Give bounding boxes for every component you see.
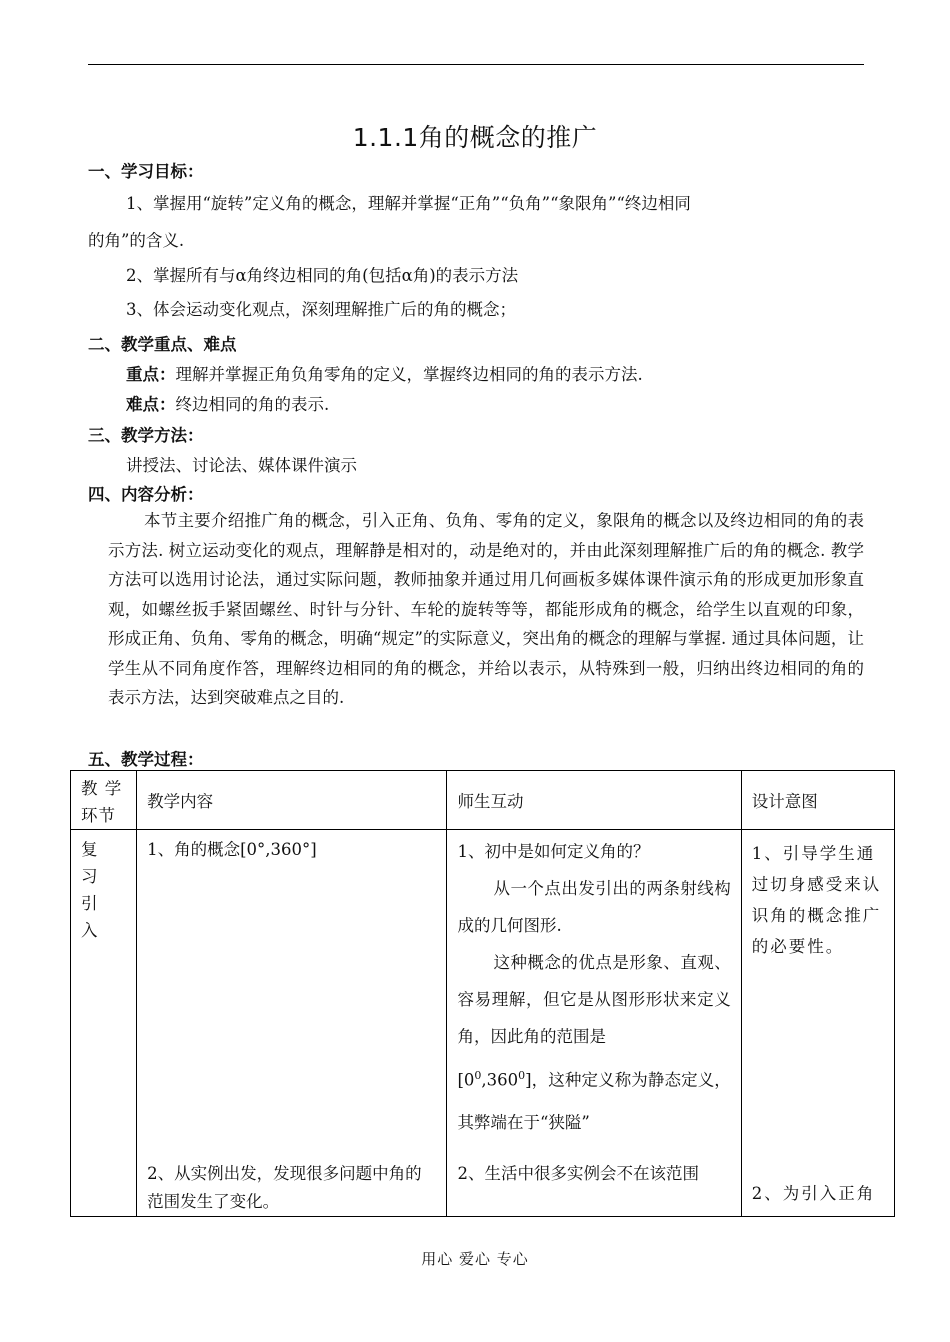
objective-item-2: 2、掌握所有与α角终边相同的角(包括α角)的表示方法 bbox=[126, 266, 519, 285]
content-item-2: 2、从实例出发，发现很多问题中角的范围发生了变化。 bbox=[147, 1164, 422, 1211]
section-heading-methods: 三、教学方法： bbox=[88, 426, 204, 445]
interaction-body bbox=[447, 830, 740, 1144]
section-heading-analysis: 四、内容分析： bbox=[88, 485, 204, 504]
page-footer: 用心 爱心 专心 bbox=[421, 1250, 529, 1268]
objective-item-1: 1、掌握用“旋转”定义角的概念，理解并掌握“正角”“负角”“象限角”“终边相同 bbox=[126, 194, 691, 213]
objective-item-3: 3、体会运动变化观点，深刻理解推广后的角的概念； bbox=[126, 300, 516, 319]
header-stage: 教 学 环节 bbox=[71, 771, 137, 830]
section-heading-process: 五、教学过程： bbox=[88, 750, 204, 769]
difficulty-label: 难点： bbox=[126, 395, 176, 414]
page-title: 1.1.1角的概念的推广 bbox=[352, 123, 598, 152]
header-content: 教学内容 bbox=[137, 771, 447, 830]
teaching-process-table bbox=[70, 770, 895, 1217]
difficulty-text: 终边相同的角的表示. bbox=[175, 395, 330, 414]
interaction-advantage: 这种概念的优点是形象、直观、容易理解，但它是从图形形状来定义角，因此角的范围是 bbox=[457, 953, 731, 1046]
intent-item-2: 2、为引入正角 bbox=[751, 1184, 876, 1203]
key-point-label: 重点： bbox=[126, 365, 176, 384]
intent-item-1: 1、引导学生通过切身感受来认识角的概念推广的必要性。 bbox=[751, 844, 882, 956]
analysis-paragraph bbox=[108, 506, 864, 713]
difficulty-line bbox=[126, 391, 329, 415]
interaction-cell bbox=[447, 830, 741, 1217]
header-interaction: 师生互动 bbox=[447, 771, 741, 830]
interaction-range: $[0^0,360^0]$，这种定义称为静态定义，其弊端在于“狭隘” bbox=[457, 1069, 731, 1132]
interaction-definition: 从一个点出发引出的两条射线构成的几何图形. bbox=[457, 879, 731, 935]
interaction-item-2: 2、生活中很多实例会不在该范围 bbox=[457, 1164, 699, 1183]
objective-item-1-cont: 的角”的含义. bbox=[88, 231, 185, 250]
analysis-text: 本节主要介绍推广角的概念，引入正角、负角、零角的定义，象限角的概念以及终边相同的角的表示方法. 树立运动变化的观点，理解静是相对的，动是绝对的，并由此深刻理解推广后的角的概念. 教学方法可以选用讨论法，通过实际问题，教师抽象并通过用几何画板多媒体课件演示角的形成更加形象直观，如螺丝扳手紧固螺丝、时针与分针、车轮的旋转等等，都能形成角的概念，给学生以直观的印象，形成正角、负角、零角的概念，明确“规定”的实际意义，突出角的概念的理解与掌握. 通过具体问题，让学生从不同角度作答，理解终边相同的角的概念，并给以表示，从特殊到一般，归纳出终边相同的角的表示方法，达到突破难点之目的. bbox=[108, 511, 864, 707]
section-heading-objectives: 一、学习目标： bbox=[88, 162, 204, 181]
key-point-text: 理解并掌握正角负角零角的定义，掌握终边相同的角的表示方法. bbox=[175, 365, 643, 384]
methods-text: 讲授法、讨论法、媒体课件演示 bbox=[126, 456, 357, 475]
intent-cell bbox=[741, 830, 894, 1217]
interaction-question: 1、初中是如何定义角的？ bbox=[457, 842, 650, 861]
header-rule bbox=[88, 64, 864, 65]
stage-cell: 复 习 引 入 bbox=[71, 830, 137, 1217]
header-intent: 设计意图 bbox=[741, 771, 894, 830]
interaction-static: ，这种定义称为静态定义，其弊端在于“狭隘” bbox=[457, 1070, 731, 1132]
content-cell bbox=[137, 830, 447, 1217]
section-heading-key-points: 二、教学重点、难点 bbox=[88, 335, 237, 354]
table-row bbox=[71, 830, 895, 1217]
content-item-1: 1、角的概念[0°,360°] bbox=[147, 840, 317, 859]
table-header-row bbox=[71, 771, 895, 830]
key-point-line bbox=[126, 361, 643, 385]
